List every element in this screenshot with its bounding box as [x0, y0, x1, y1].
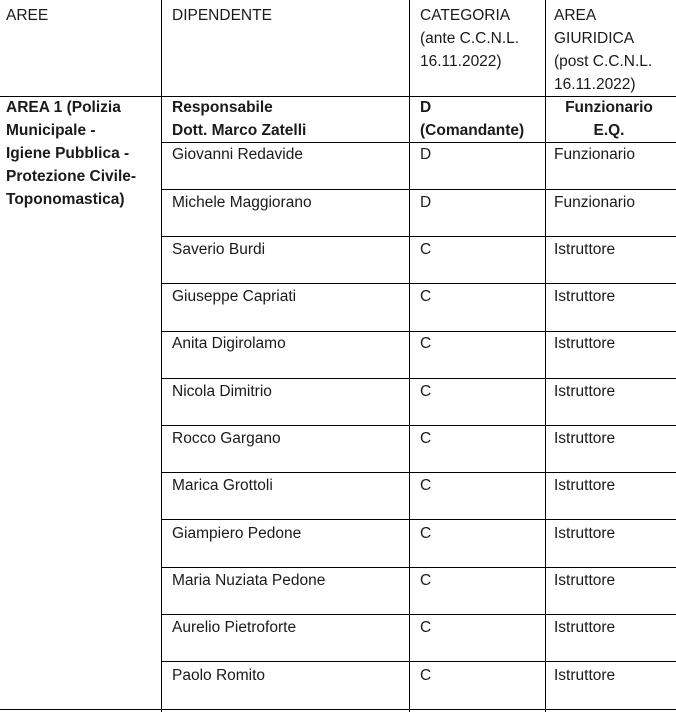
- employee-area: Istruttore: [554, 477, 616, 494]
- row-divider: [161, 472, 676, 473]
- employee-area: Istruttore: [554, 383, 616, 400]
- employee-name: Maria Nuziata Pedone: [172, 572, 326, 589]
- employee-name: Giovanni Redavide: [172, 146, 303, 163]
- row-divider: [0, 709, 676, 710]
- employee-area: Istruttore: [554, 619, 616, 636]
- row-divider: [161, 661, 676, 662]
- employee-name: Giuseppe Capriati: [172, 288, 297, 305]
- employee-categoria: D: [420, 194, 432, 211]
- employee-categoria: C: [420, 335, 432, 352]
- employee-name: Marica Grottoli: [172, 477, 273, 494]
- employee-name: Aurelio Pietroforte: [172, 619, 297, 636]
- employee-categoria: C: [420, 288, 432, 305]
- row-divider: [161, 378, 676, 379]
- row-divider: [161, 519, 676, 520]
- employee-area: Istruttore: [554, 525, 616, 542]
- employee-categoria: D: [420, 146, 432, 163]
- employee-area: Istruttore: [554, 667, 616, 684]
- employee-categoria: C: [420, 667, 432, 684]
- header-dipendente: DIPENDENTE: [172, 7, 272, 24]
- employee-categoria: C: [420, 241, 432, 258]
- employee-area: Funzionario: [554, 146, 635, 163]
- column-divider: [161, 0, 162, 712]
- employee-area: Istruttore: [554, 288, 616, 305]
- employee-area: Istruttore: [554, 430, 616, 447]
- responsabile-categoria: D (Comandante): [420, 99, 525, 139]
- area-name: AREA 1 (Polizia Municipale - Igiene Pubblica - Protezione Civile- Toponomastica): [6, 99, 137, 208]
- employee-area: Funzionario: [554, 194, 635, 211]
- employee-name: Paolo Romito: [172, 667, 266, 684]
- employee-categoria: C: [420, 619, 432, 636]
- employee-name: Michele Maggiorano: [172, 194, 312, 211]
- employee-categoria: C: [420, 383, 432, 400]
- employee-name: Anita Digirolamo: [172, 335, 286, 352]
- employee-name: Rocco Gargano: [172, 430, 281, 447]
- employee-categoria: C: [420, 430, 432, 447]
- row-divider: [161, 614, 676, 615]
- row-divider: [161, 236, 676, 237]
- employee-categoria: C: [420, 477, 432, 494]
- header-area-giuridica: AREA GIURIDICA (post C.C.N.L. 16.11.2022): [554, 7, 653, 93]
- employee-categoria: C: [420, 572, 432, 589]
- header-categoria: CATEGORIA (ante C.C.N.L. 16.11.2022): [420, 7, 520, 70]
- header-aree: AREE: [6, 7, 49, 24]
- employee-name: Saverio Burdi: [172, 241, 266, 258]
- employee-area: Istruttore: [554, 241, 616, 258]
- column-divider: [409, 0, 410, 712]
- responsabile-name: Responsabile Dott. Marco Zatelli: [172, 99, 307, 139]
- employee-area: Istruttore: [554, 335, 616, 352]
- row-divider: [161, 189, 676, 190]
- row-divider: [161, 283, 676, 284]
- responsabile-area: Funzionario E.Q.: [565, 99, 653, 139]
- row-divider: [161, 425, 676, 426]
- row-divider: [161, 567, 676, 568]
- employee-name: Nicola Dimitrio: [172, 383, 272, 400]
- employee-categoria: C: [420, 525, 432, 542]
- employee-name: Giampiero Pedone: [172, 525, 302, 542]
- employee-area: Istruttore: [554, 572, 616, 589]
